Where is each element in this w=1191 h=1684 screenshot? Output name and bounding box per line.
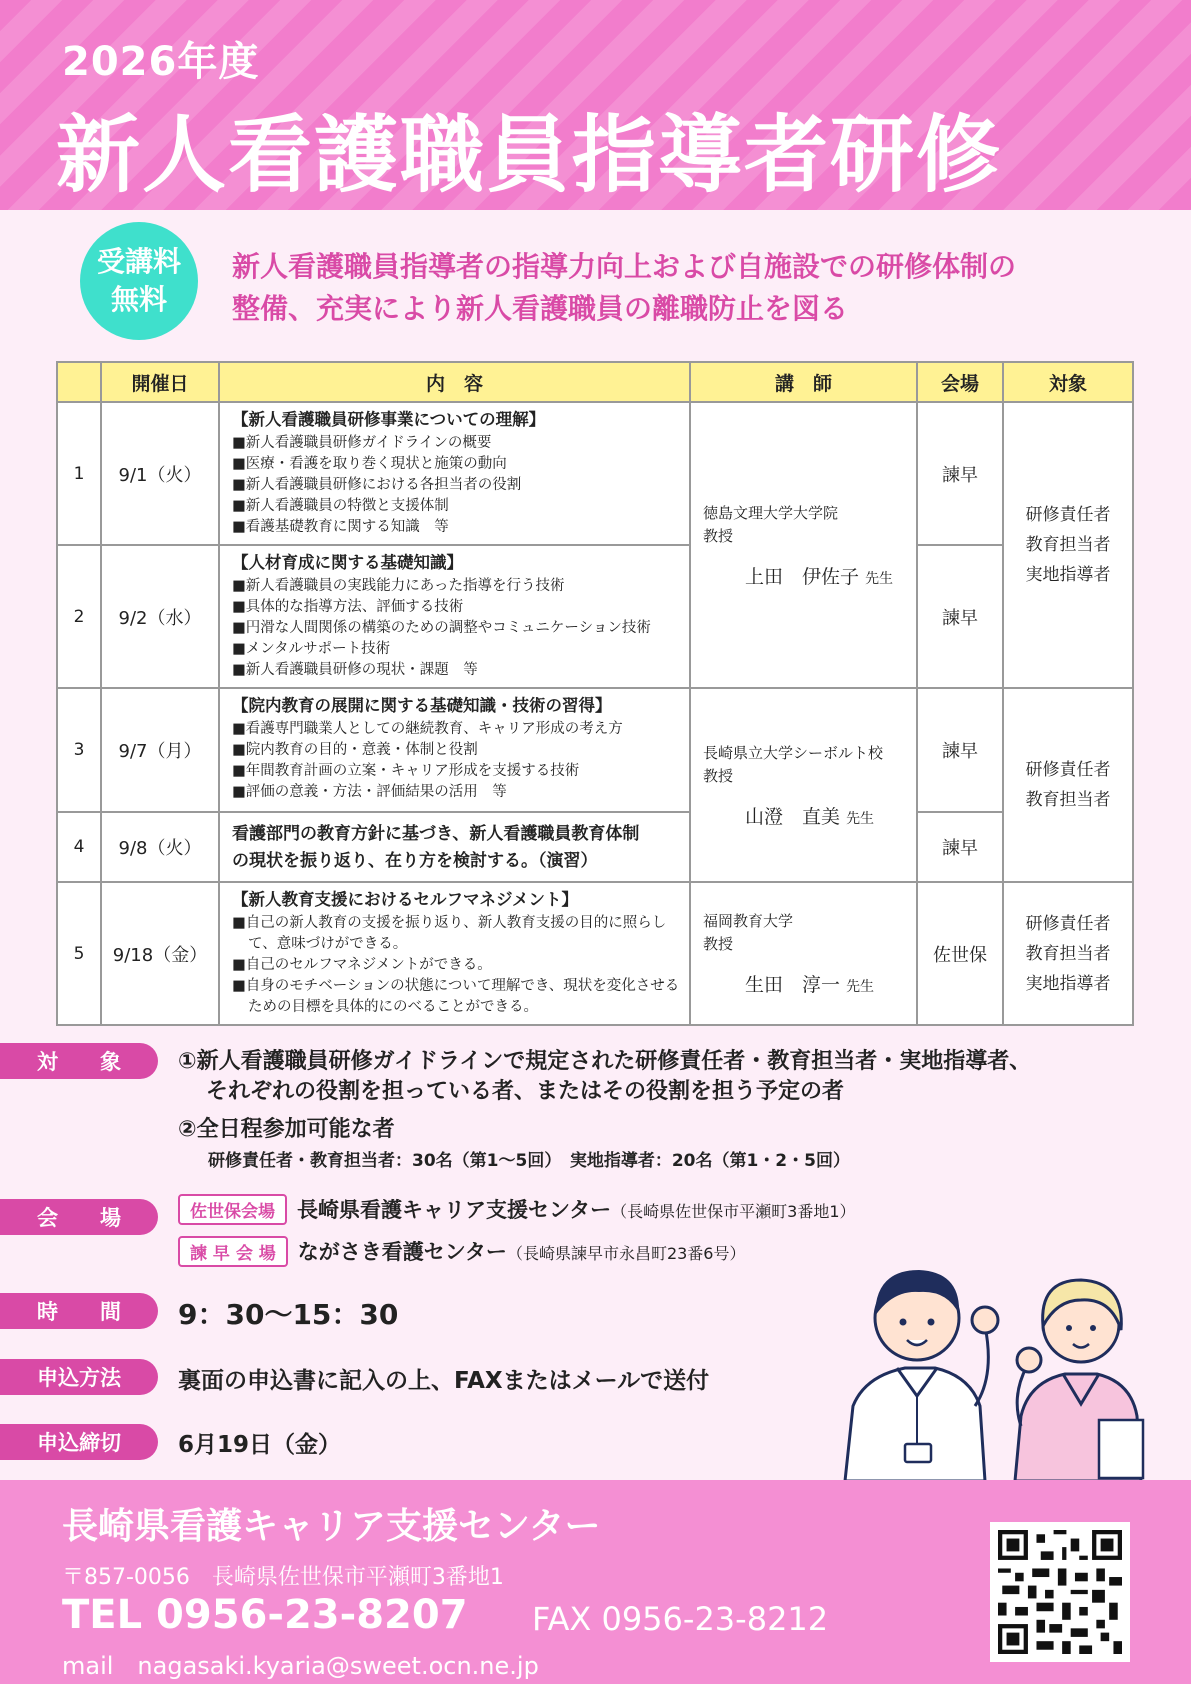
deadline-label: 申込締切 (0, 1424, 158, 1460)
time-text: 9：30～15：30 (178, 1298, 399, 1331)
lecturer-title: 教授 (703, 935, 734, 953)
lecturer-suffix: 先生 (865, 570, 894, 587)
free-badge-line2: 無料 (110, 283, 167, 316)
target-item: 実地指導者 (1025, 973, 1111, 994)
content-item: ■自己のセルフマネジメントができる。 (232, 957, 492, 973)
table-row (57, 812, 1133, 882)
header-target: 対象 (1003, 362, 1133, 402)
nurses-illustration (835, 1256, 1145, 1481)
venue2-name: ながさき看護センター (297, 1240, 507, 1264)
content-heading: 【新人教育支援におけるセルフマネジメント】 (232, 890, 579, 909)
lecturer-name-text: 山澄 直美 (745, 805, 841, 828)
capacity-text: 研修責任者・教育担当者：30名（第1～5回） 実地指導者：20名（第1・2・5回） (208, 1151, 850, 1171)
schedule-table (56, 361, 1134, 1026)
target-label: 対 象 (0, 1043, 158, 1079)
table-header-row (57, 362, 1133, 402)
content-item: ■新人看護職員の実践能力にあった指導を行う技術 (232, 578, 565, 594)
row-content (219, 882, 690, 1025)
content-item: ■具体的な指導方法、評価する技術 (232, 599, 464, 615)
header-date: 開催日 (101, 362, 219, 402)
apply-label: 申込方法 (0, 1359, 158, 1395)
page-title: 新人看護職員指導者研修 (56, 106, 1003, 204)
header-num (57, 362, 101, 402)
row-venue: 諫早 (917, 402, 1003, 545)
target-cell (1003, 882, 1133, 1025)
content-item: ■院内教育の目的・意義・体制と役割 (232, 742, 478, 758)
venue1-line (178, 1194, 856, 1225)
row-content (219, 688, 690, 812)
target-cell (1003, 688, 1133, 882)
header-content: 内 容 (219, 362, 690, 402)
row-venue: 諫早 (917, 545, 1003, 688)
content-item: ■医療・看護を取り巻く現状と施策の動向 (232, 456, 507, 472)
footer-fax: FAX 0956-23-8212 (532, 1600, 829, 1638)
venue2-address: （長崎県諫早市永昌町23番6号） (506, 1244, 746, 1263)
time-label: 時 間 (0, 1293, 158, 1329)
venue1-name: 長崎県看護キャリア支援センター (297, 1198, 612, 1222)
lead-line-1: 新人看護職員指導者の指導力向上および自施設での研修体制の (232, 250, 1017, 283)
content-item: ■看護基礎教育に関する知識 等 (232, 519, 449, 535)
target-item: 教育担当者 (1025, 943, 1111, 964)
row-num: 4 (57, 812, 101, 882)
lecturer-name-text: 上田 伊佐子 (745, 565, 860, 588)
content-heading: 【人材育成に関する基礎知識】 (232, 553, 463, 572)
row-venue: 諫早 (917, 812, 1003, 882)
lecturer-cell (690, 882, 917, 1025)
row-venue: 佐世保 (917, 882, 1003, 1025)
header-banner (0, 0, 1191, 210)
lead-text (232, 246, 1152, 330)
target2-text: ②全日程参加可能な者 (178, 1117, 395, 1142)
content-item: ■新人看護職員研修ガイドラインの概要 (232, 435, 492, 451)
row-num: 1 (57, 402, 101, 545)
apply-text: 裏面の申込書に記入の上、FAXまたはメールで送付 (178, 1368, 710, 1394)
content-plain: の現状を振り返り、在り方を検討する。（演習） (232, 851, 598, 871)
row-num: 3 (57, 688, 101, 812)
content-item: ■新人看護職員研修における各担当者の役割 (232, 477, 522, 493)
free-badge-line1: 受講料 (96, 245, 181, 278)
target-item: 研修責任者 (1025, 760, 1111, 780)
target-item: 研修責任者 (1025, 913, 1111, 934)
footer-org: 長崎県看護キャリア支援センター (62, 1506, 601, 1547)
footer-tel: TEL 0956-23-8207 (62, 1592, 468, 1638)
row-date: 9/2（水） (101, 545, 219, 688)
row-num: 5 (57, 882, 101, 1025)
row-num: 2 (57, 545, 101, 688)
row-venue: 諫早 (917, 688, 1003, 812)
content-item: ■新人看護職員の特徴と支援体制 (232, 498, 449, 514)
male-nurse-figure (845, 1270, 998, 1481)
target1-line1: ①新人看護職員研修ガイドラインで規定された研修責任者・教育担当者・実地指導者、 (178, 1049, 1032, 1074)
venue1-tag: 佐世保会場 (178, 1194, 287, 1225)
row-content (219, 812, 690, 882)
header-lecturer: 講 師 (690, 362, 917, 402)
row-date: 9/1（火） (101, 402, 219, 545)
lecturer-name (703, 802, 904, 829)
qr-code-icon[interactable] (990, 1522, 1130, 1662)
row-content (219, 402, 690, 545)
lecturer-suffix: 先生 (846, 979, 875, 995)
header-venue: 会場 (917, 362, 1003, 402)
venue1-address: （長崎県佐世保市平瀬町3番地1） (611, 1202, 856, 1221)
row-date: 9/8（火） (101, 812, 219, 882)
lecturer-org: 徳島文理大学大学院 (703, 503, 839, 522)
row-content (219, 545, 690, 688)
venue-label: 会 場 (0, 1199, 158, 1235)
content-item: ■新人看護職員研修の現状・課題 等 (232, 662, 478, 678)
content-item: ■年間教育計画の立案・キャリア形成を支援する技術 (232, 763, 580, 779)
lead-line-2: 整備、充実により新人看護職員の離職防止を図る (232, 292, 849, 325)
content-item: ■自身のモチベーションの状態について理解でき、現状を変化させるための目標を具体的にのべることができる。 (232, 978, 680, 1015)
content-plain: 看護部門の教育方針に基づき、新人看護職員教育体制 (232, 824, 640, 844)
row-date: 9/18（金） (101, 882, 219, 1025)
table-row (57, 688, 1133, 812)
target-item: 教育担当者 (1025, 535, 1111, 555)
free-badge (80, 222, 198, 340)
content-item: ■看護専門職業人としての継続教育、キャリア形成の考え方 (232, 721, 623, 737)
target1-line2: それぞれの役割を担っている者、またはその役割を担う予定の者 (206, 1079, 845, 1104)
footer (0, 1480, 1191, 1684)
venue2-line (178, 1236, 745, 1267)
year-label: 2026年度 (62, 39, 260, 85)
lecturer-org: 福岡教育大学 (703, 912, 794, 930)
target-cell (1003, 402, 1133, 688)
venue2-tag: 諫 早 会 場 (178, 1236, 288, 1267)
footer-address: 〒857-0056 長崎県佐世保市平瀬町3番地1 (62, 1565, 504, 1590)
table-row (57, 882, 1133, 1025)
target-item: 教育担当者 (1025, 790, 1111, 810)
lecturer-name-text: 生田 淳一 (745, 974, 841, 996)
content-heading: 【院内教育の展開に関する基礎知識・技術の習得】 (232, 696, 612, 715)
target-item: 実地指導者 (1025, 565, 1111, 585)
content-item: ■自己の新人教育の支援を振り返り、新人教育支援の目的に照らして、意味づけができる。 (232, 915, 667, 952)
content-item: ■評価の意義・方法・評価結果の活用 等 (232, 784, 507, 800)
lecturer-suffix: 先生 (846, 810, 875, 827)
table-row (57, 402, 1133, 545)
content-item: ■メンタルサポート技術 (232, 641, 391, 657)
target-item: 研修責任者 (1025, 505, 1111, 525)
footer-mail[interactable]: mail nagasaki.kyaria@sweet.ocn.ne.jp (62, 1652, 539, 1680)
lecturer-title: 教授 (703, 766, 734, 785)
lecturer-cell (690, 688, 917, 882)
content-item: ■円滑な人間関係の構築のための調整やコミュニケーション技術 (232, 620, 651, 636)
female-nurse-figure (1015, 1280, 1143, 1481)
lecturer-org: 長崎県立大学シーボルト校 (703, 743, 884, 762)
table-row (57, 545, 1133, 688)
lecturer-cell (690, 402, 917, 688)
lecturer-name (703, 562, 904, 589)
deadline-text: 6月19日（金） (178, 1432, 342, 1458)
lecturer-name (703, 970, 904, 997)
lecturer-title: 教授 (703, 526, 734, 545)
row-date: 9/7（月） (101, 688, 219, 812)
content-heading: 【新人看護職員研修事業についての理解】 (232, 410, 546, 429)
